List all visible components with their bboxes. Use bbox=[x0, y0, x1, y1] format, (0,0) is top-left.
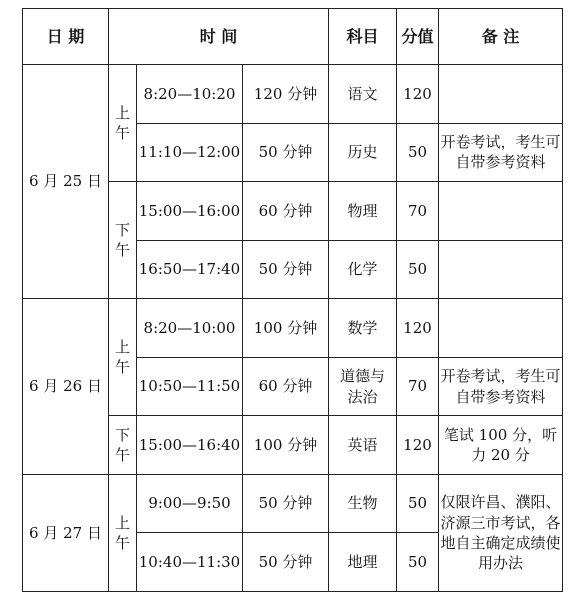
table-row bbox=[23, 299, 563, 358]
exam-date: 6 月 26 日 bbox=[23, 299, 109, 475]
score: 50 bbox=[397, 240, 439, 299]
time-range: 8:20—10:00 bbox=[137, 299, 243, 358]
note bbox=[439, 299, 563, 358]
time-range: 10:50—11:50 bbox=[137, 357, 243, 416]
time-range: 10:40—11:30 bbox=[137, 533, 243, 592]
header-row bbox=[23, 9, 563, 65]
duration: 60 分钟 bbox=[243, 182, 329, 241]
period-label: 上 午 bbox=[109, 299, 137, 416]
subject: 化学 bbox=[329, 240, 397, 299]
note bbox=[439, 182, 563, 241]
subject: 道德与 法治 bbox=[329, 357, 397, 416]
header-subject: 科目 bbox=[329, 9, 397, 65]
time-range: 15:00—16:40 bbox=[137, 416, 243, 475]
note: 开卷考试，考生可自带参考资料 bbox=[439, 357, 563, 416]
duration: 100 分钟 bbox=[243, 416, 329, 475]
duration: 120 分钟 bbox=[243, 65, 329, 124]
schedule-body bbox=[23, 65, 563, 592]
note: 开卷考试，考生可自带参考资料 bbox=[439, 123, 563, 182]
table-row bbox=[23, 474, 563, 533]
header-note: 备 注 bbox=[439, 9, 563, 65]
subject: 地理 bbox=[329, 533, 397, 592]
duration: 100 分钟 bbox=[243, 299, 329, 358]
time-range: 11:10—12:00 bbox=[137, 123, 243, 182]
table-row bbox=[23, 65, 563, 124]
note bbox=[439, 65, 563, 124]
note bbox=[439, 240, 563, 299]
duration: 60 分钟 bbox=[243, 357, 329, 416]
score: 70 bbox=[397, 357, 439, 416]
period-label: 上 午 bbox=[109, 474, 137, 591]
period-label: 下 午 bbox=[109, 182, 137, 299]
subject: 英语 bbox=[329, 416, 397, 475]
period-label: 下 午 bbox=[109, 416, 137, 475]
score: 50 bbox=[397, 533, 439, 592]
header-time: 时 间 bbox=[109, 9, 329, 65]
header-date: 日 期 bbox=[23, 9, 109, 65]
duration: 50 分钟 bbox=[243, 240, 329, 299]
subject: 数学 bbox=[329, 299, 397, 358]
score: 70 bbox=[397, 182, 439, 241]
score: 50 bbox=[397, 474, 439, 533]
note: 笔试 100 分，听 力 20 分 bbox=[439, 416, 563, 475]
exam-date: 6 月 27 日 bbox=[23, 474, 109, 591]
subject: 语文 bbox=[329, 65, 397, 124]
subject: 历史 bbox=[329, 123, 397, 182]
score: 120 bbox=[397, 299, 439, 358]
time-range: 16:50—17:40 bbox=[137, 240, 243, 299]
subject: 生物 bbox=[329, 474, 397, 533]
score: 50 bbox=[397, 123, 439, 182]
subject: 物理 bbox=[329, 182, 397, 241]
score: 120 bbox=[397, 416, 439, 475]
duration: 50 分钟 bbox=[243, 123, 329, 182]
time-range: 8:20—10:20 bbox=[137, 65, 243, 124]
duration: 50 分钟 bbox=[243, 533, 329, 592]
score: 120 bbox=[397, 65, 439, 124]
period-label: 上 午 bbox=[109, 65, 137, 182]
header-score: 分值 bbox=[397, 9, 439, 65]
exam-date: 6 月 25 日 bbox=[23, 65, 109, 299]
exam-schedule-table bbox=[22, 8, 563, 592]
time-range: 9:00—9:50 bbox=[137, 474, 243, 533]
duration: 50 分钟 bbox=[243, 474, 329, 533]
time-range: 15:00—16:00 bbox=[137, 182, 243, 241]
note: 仅限许昌、濮阳、济源三市考试，各地自主确定成绩使用办法 bbox=[439, 474, 563, 591]
